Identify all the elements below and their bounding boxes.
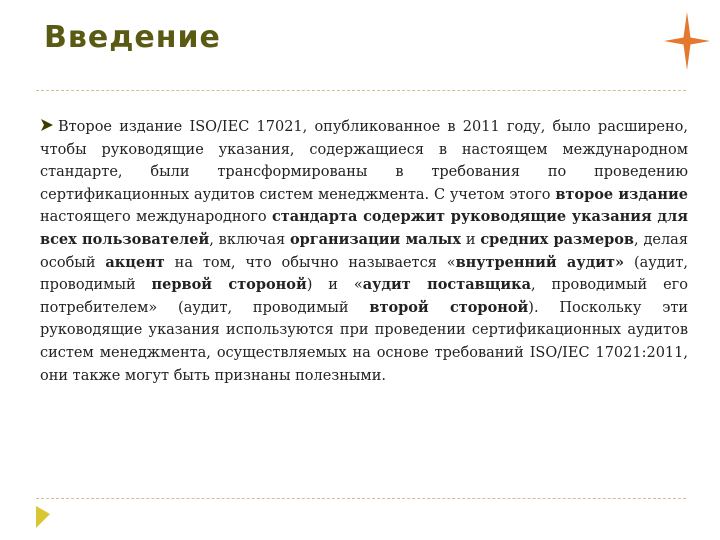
paragraph-segment: (аудит, проводимый [40, 254, 689, 294]
paragraph-text [40, 119, 688, 384]
arrow-bullet-icon [40, 118, 54, 132]
emphasis-text: акцент [105, 253, 165, 271]
emphasis-text: организации малых [289, 230, 461, 248]
paragraph-segment: и [460, 231, 481, 248]
paragraph-segment: , проводимый его потребителем» (аудит, проводимый [40, 277, 688, 316]
paragraph-segment: на том, что обычно называется « [164, 254, 456, 271]
top-divider [36, 90, 686, 91]
four-point-star-icon [664, 12, 710, 70]
emphasis-text: первой стороной [151, 276, 307, 294]
emphasis-text: стандарта содержит руководящие указания для всех пользователей [40, 208, 688, 248]
bottom-divider [36, 498, 686, 499]
emphasis-text: средних размеров [480, 230, 634, 248]
paragraph-segment: ) и « [306, 277, 363, 294]
paragraph-segment: ). Поскольку эти руководящие указания используются при проведении сертификационных аудитов систем менеджмента, осуществляемых на основе требований ISO/IEC 17021:2011, они также могут быть признаны полезными. [40, 299, 689, 384]
paragraph-segment: настоящего международного [40, 209, 272, 226]
body-paragraph [40, 116, 688, 387]
slide-title: Введение [44, 20, 221, 55]
triangle-marker-icon [36, 506, 50, 528]
emphasis-text: второй стороной [369, 298, 529, 316]
emphasis-text: второе издание [555, 185, 688, 203]
paragraph-segment: Второе издание ISO/IEC 17021, опубликованное в 2011 году, было расширено, чтобы руководящие указания, содержащиеся в настоящем международном стандарте, были трансформированы в требования по проведению сертификационных аудитов систем менеджмента. С учетом этого [40, 119, 688, 203]
emphasis-text: внутренний аудит» [455, 253, 625, 271]
paragraph-segment: , включая [209, 231, 290, 248]
paragraph-segment: , делая особый [40, 231, 688, 271]
emphasis-text: аудит поставщика [362, 276, 532, 294]
